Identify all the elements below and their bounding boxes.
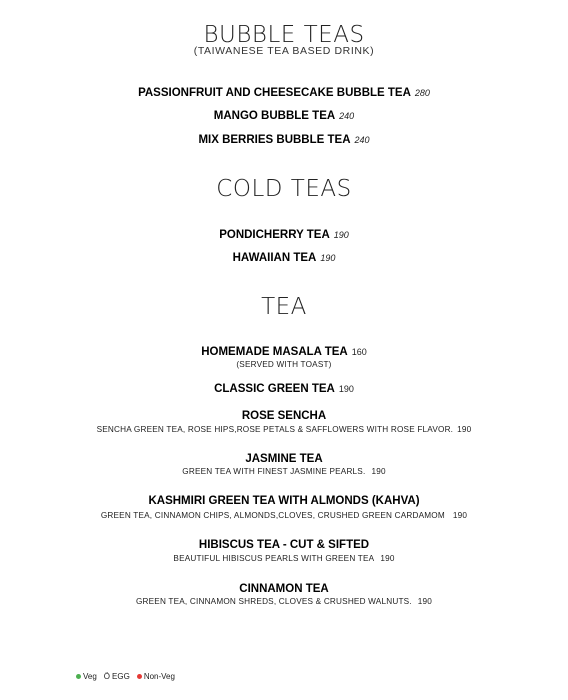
menu-item: [0, 583, 568, 595]
menu-item: [0, 134, 568, 146]
menu-item: [0, 495, 568, 507]
item-price: 190: [333, 230, 349, 240]
egg-mark-icon: Ö: [103, 672, 111, 681]
item-name: HAWAIIAN TEA: [232, 252, 317, 264]
diet-legend: [76, 672, 178, 681]
description-text: GREEN TEA WITH FINEST JASMINE PEARLS.: [182, 467, 366, 476]
item-name: HIBISCUS TEA - CUT & SIFTED: [198, 539, 370, 551]
item-name: MANGO BUBBLE TEA: [213, 110, 336, 122]
item-price: 190: [371, 467, 386, 476]
legend-nonveg-label: Non-Veg: [143, 672, 175, 681]
item-price: 240: [354, 135, 370, 145]
legend-veg-label: Veg: [83, 672, 97, 681]
item-name: JASMINE TEA: [245, 453, 323, 465]
description-text: SENCHA GREEN TEA, ROSE HIPS,ROSE PETALS & SAFFLOWERS WITH ROSE FLAVOR.: [96, 425, 454, 434]
veg-dot-icon: [76, 674, 81, 679]
menu-item: [0, 410, 568, 422]
item-name: HOMEMADE MASALA TEA: [201, 346, 348, 358]
section-title-bubble-teas: BUBBLE TEAS: [203, 22, 365, 48]
item-name: CLASSIC GREEN TEA: [214, 383, 335, 395]
menu-item: [0, 539, 568, 551]
item-name: PASSIONFRUIT AND CHEESECAKE BUBBLE TEA: [138, 87, 411, 99]
item-price: 190: [320, 253, 336, 263]
menu-item: [0, 87, 568, 99]
item-name: PONDICHERRY TEA: [219, 229, 330, 241]
section-title-cold-teas: COLD TEAS: [216, 176, 352, 202]
section-title-tea: TEA: [261, 294, 307, 320]
item-name: CINNAMON TEA: [239, 583, 329, 595]
legend-nonveg: [137, 672, 175, 681]
item-description: [0, 425, 568, 434]
item-name: MIX BERRIES BUBBLE TEA: [198, 134, 351, 146]
item-description: [0, 511, 568, 520]
menu-item: [0, 110, 568, 122]
legend-egg-label: EGG: [112, 672, 130, 681]
item-description: [0, 597, 568, 606]
nonveg-dot-icon: [137, 674, 142, 679]
menu-item: [0, 383, 568, 395]
section-subtitle-bubble-teas: (TAIWANESE TEA BASED DRINK): [193, 45, 375, 57]
item-name: ROSE SENCHA: [241, 410, 327, 422]
menu-item: [0, 252, 568, 264]
menu-item: [0, 229, 568, 241]
item-price: 190: [452, 511, 468, 520]
item-price: 240: [339, 111, 355, 121]
item-price: 190: [457, 425, 472, 434]
item-price: 190: [338, 384, 354, 394]
legend-veg: [76, 672, 97, 681]
description-text: BEAUTIFUL HIBISCUS PEARLS WITH GREEN TEA: [173, 554, 375, 563]
item-description: [0, 467, 568, 476]
item-name: KASHMIRI GREEN TEA WITH ALMONDS (KAHVA): [148, 495, 420, 507]
item-price: 280: [414, 88, 430, 98]
item-price: 190: [417, 597, 433, 606]
item-description: [0, 554, 568, 563]
menu-item: [0, 453, 568, 465]
menu-item: [0, 346, 568, 358]
item-note: (SERVED WITH TOAST): [236, 360, 332, 369]
legend-egg: [104, 672, 130, 681]
description-text: GREEN TEA, CINNAMON SHREDS, CLOVES & CRUSHED WALNUTS.: [135, 597, 412, 606]
item-price: 160: [351, 347, 367, 357]
description-text: GREEN TEA, CINNAMON CHIPS, ALMONDS,CLOVES, CRUSHED GREEN CARDAMOM: [100, 511, 445, 520]
item-price: 190: [380, 554, 395, 563]
